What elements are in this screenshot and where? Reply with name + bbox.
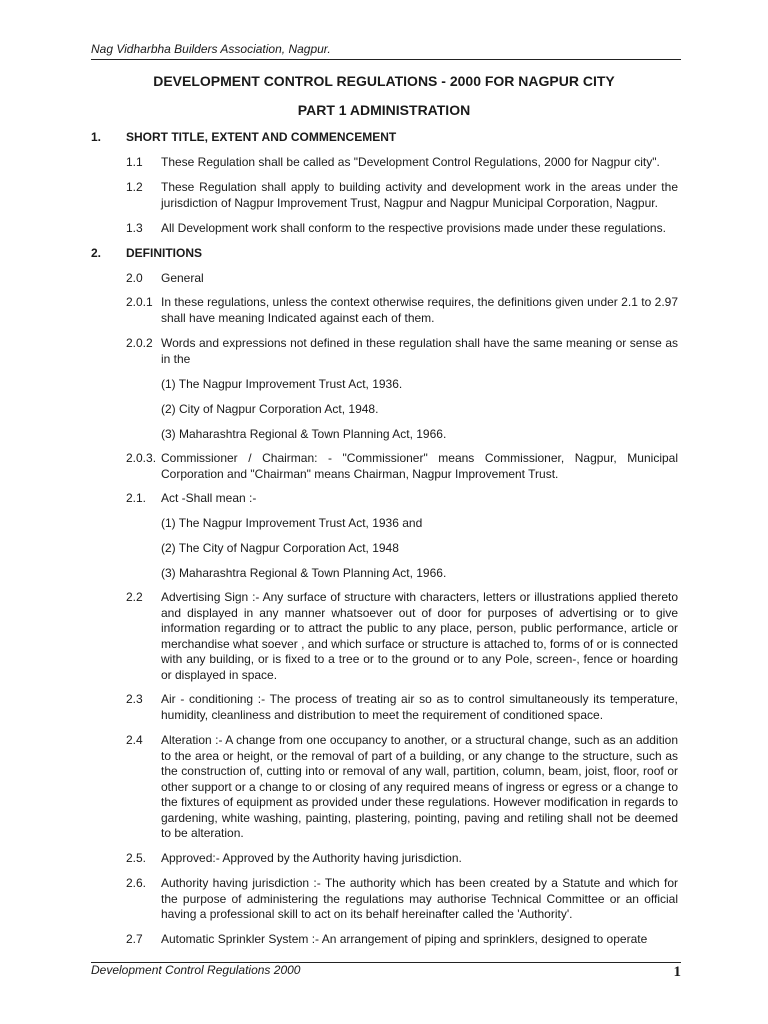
- clause-text: Act -Shall mean :-: [161, 491, 257, 505]
- clause-text: General: [161, 271, 204, 285]
- clause-text: These Regulation shall be called as "Development Control Regulations, 2000 for Nagpur city".: [161, 155, 660, 169]
- clause-number: 1.3: [126, 221, 143, 235]
- clause-number: 2.6.: [126, 876, 147, 890]
- act-list-item: (3) Maharashtra Regional & Town Planning Act, 1966.: [161, 427, 447, 441]
- act-list-item: (2) City of Nagpur Corporation Act, 1948.: [161, 402, 379, 416]
- page-number: 1: [673, 964, 681, 980]
- clause-number: 2.7: [126, 932, 143, 946]
- act-list-item: (1) The Nagpur Improvement Trust Act, 1936.: [161, 377, 403, 391]
- clause-text: These Regulation shall apply to building activity and development work in the areas under the jurisdiction of Nagpur Improvement Trust, Nagpur and Nagpur Municipal Corporation, Nagpur.: [161, 180, 678, 210]
- clause-number: 2.1.: [126, 491, 147, 505]
- clause-number: 2.4: [126, 733, 143, 747]
- clause-text: Advertising Sign :- Any surface of structure with characters, letters or illustrations applied thereto and displayed in any manner whatsoever out of door for purposes of advertising or to give information regarding or to attract the public to any place, person, public performance, article or merchandise what soever , and which surface or structure is attached to, forms of or is connected with any building, or is fixed to a tree or to the ground or to any Pole, screen-, fence or hoarding or displayed in space.: [161, 590, 678, 682]
- section-title: DEFINITIONS: [126, 246, 203, 260]
- clause-number: 2.0.1: [126, 295, 153, 309]
- clause-text: Air - conditioning :- The process of treating air so as to control simultaneously its temperature, humidity, cleanliness and distribution to meet the requirement of conditioned space.: [161, 692, 678, 722]
- clause-number: 2.5.: [126, 851, 147, 865]
- document-title: DEVELOPMENT CONTROL REGULATIONS - 2000 FOR NAGPUR CITY: [153, 73, 615, 89]
- section-number: 1.: [91, 130, 102, 144]
- clause-text: Authority having jurisdiction :- The authority which has been created by a Statute and which for the purpose of administering the regulations may authorise Technical Committee or an official having a professional skill to act on its behalf hereinafter called the 'Authority'.: [161, 876, 678, 921]
- act-list-item: (3) Maharashtra Regional & Town Planning Act, 1966.: [161, 566, 447, 580]
- clause-text: Words and expressions not defined in these regulation shall have the same meaning or sense as in the: [161, 336, 678, 366]
- clause-number: 1.2: [126, 180, 143, 194]
- clause-number: 2.2: [126, 590, 143, 604]
- clause-number: 1.1: [126, 155, 143, 169]
- clause-number: 2.3: [126, 692, 143, 706]
- section-number: 2.: [91, 246, 102, 260]
- clause-text: Commissioner / Chairman: - "Commissioner" means Commissioner, Nagpur, Municipal Corporation and "Chairman" means Chairman, Nagpur Improvement Trust.: [161, 451, 678, 481]
- section-title: SHORT TITLE, EXTENT AND COMMENCEMENT: [126, 130, 397, 144]
- clause-number: 2.0.3.: [126, 451, 157, 465]
- running-header: Nag Vidharbha Builders Association, Nagpur.: [91, 42, 681, 60]
- clause-number: 2.0.2: [126, 336, 153, 350]
- act-list-item: (2) The City of Nagpur Corporation Act, 1948: [161, 541, 399, 555]
- act-list-item: (1) The Nagpur Improvement Trust Act, 1936 and: [161, 516, 423, 530]
- clause-text: All Development work shall conform to the respective provisions made under these regulations.: [161, 221, 666, 235]
- part-title: PART 1 ADMINISTRATION: [297, 102, 471, 118]
- clause-text: Alteration :- A change from one occupancy to another, or a structural change, such as an addition to the area or height, or the removal of part of a building, or any change to the structure, such as the construction of, cutting into or removal of any wall, partition, column, beam, joist, floor, roof or other support or a change to or closing of any required means of ingress or egress or a change to the fixtures of equipment as provided under these regulations. However modification in regards to gardening, white washing, painting, plastering, pointing, paving and retiling shall not be deemed to be alteration.: [161, 733, 678, 840]
- footer-title: Development Control Regulations 2000: [91, 963, 301, 977]
- clause-text: Automatic Sprinkler System :- An arrangement of piping and sprinklers, designed to operate: [161, 932, 648, 946]
- clause-text: Approved:- Approved by the Authority having jurisdiction.: [161, 851, 462, 865]
- clause-text: In these regulations, unless the context otherwise requires, the definitions given under 2.1 to 2.97 shall have meaning Indicated against each of them.: [161, 295, 678, 325]
- running-footer: [91, 962, 681, 981]
- clause-number: 2.0: [126, 271, 143, 285]
